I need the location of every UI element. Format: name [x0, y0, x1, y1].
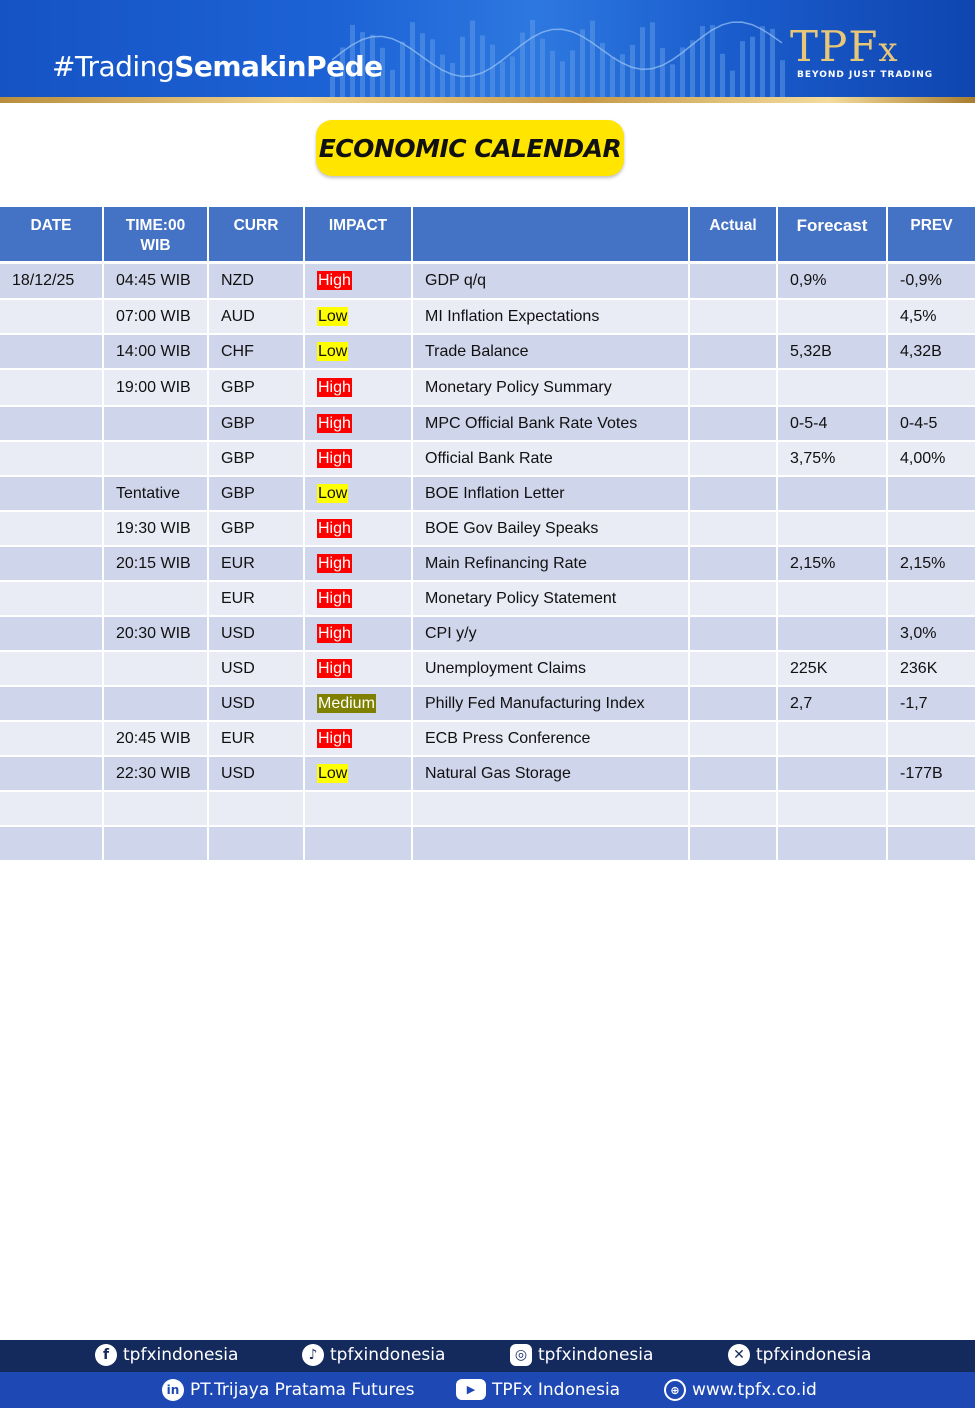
cell-prev	[887, 721, 975, 756]
cell-prev	[887, 581, 975, 616]
logo-tagline: BEYOND JUST TRADING	[797, 70, 934, 80]
cell-time: 20:45 WIB	[103, 721, 208, 756]
cell-curr: GBP	[208, 476, 304, 511]
table-row	[0, 546, 975, 581]
banner-bar	[780, 60, 785, 97]
cell-time	[103, 441, 208, 476]
cell-event: Official Bank Rate	[412, 441, 689, 476]
header-date: DATE	[0, 207, 103, 261]
cell-impact	[304, 369, 412, 406]
table-body	[0, 261, 975, 861]
cell-forecast	[777, 299, 887, 334]
cell-curr: USD	[208, 651, 304, 686]
table-row	[0, 826, 975, 861]
table-row	[0, 721, 975, 756]
cell-date	[0, 721, 103, 756]
youtube-icon: ▶	[456, 1379, 486, 1400]
cell-prev	[887, 369, 975, 406]
banner-chart-decoration	[330, 0, 790, 97]
table-row	[0, 511, 975, 546]
banner-bar	[450, 63, 455, 97]
x-link[interactable]	[728, 1344, 871, 1366]
cell-actual	[689, 406, 777, 441]
table-row	[0, 299, 975, 334]
cell-time	[103, 581, 208, 616]
cell-impact	[304, 264, 412, 299]
cell-date	[0, 476, 103, 511]
cell-forecast	[777, 511, 887, 546]
cell-forecast	[777, 826, 887, 861]
cell-curr	[208, 791, 304, 826]
cell-forecast	[777, 476, 887, 511]
cell-actual	[689, 686, 777, 721]
cell-actual	[689, 476, 777, 511]
facebook-label: tpfxindonesia	[123, 1345, 239, 1365]
header-impact: IMPACT	[304, 207, 412, 261]
cell-impact	[304, 334, 412, 369]
table-row	[0, 651, 975, 686]
cell-prev	[887, 476, 975, 511]
table-row	[0, 791, 975, 826]
cell-prev	[887, 511, 975, 546]
cell-impact	[304, 756, 412, 791]
banner-bar	[620, 54, 625, 97]
impact-badge: High	[318, 659, 351, 677]
cell-actual	[689, 721, 777, 756]
table-row	[0, 406, 975, 441]
impact-badge: High	[318, 519, 351, 537]
cell-event: BOE Gov Bailey Speaks	[412, 511, 689, 546]
banner-bar	[760, 26, 765, 97]
cell-curr: GBP	[208, 441, 304, 476]
cell-prev: 0-4-5	[887, 406, 975, 441]
cell-date	[0, 756, 103, 791]
table-row	[0, 334, 975, 369]
youtube-link[interactable]	[456, 1379, 620, 1400]
logo-x: x	[878, 30, 899, 70]
gold-divider	[0, 97, 975, 103]
cell-prev: 3,0%	[887, 616, 975, 651]
cell-prev: -0,9%	[887, 264, 975, 299]
cell-forecast	[777, 756, 887, 791]
cell-curr: USD	[208, 756, 304, 791]
cell-actual	[689, 546, 777, 581]
cell-prev	[887, 826, 975, 861]
banner-bar	[690, 40, 695, 97]
cell-time: Tentative	[103, 476, 208, 511]
cell-forecast: 5,32B	[777, 334, 887, 369]
cell-forecast	[777, 721, 887, 756]
cell-impact	[304, 651, 412, 686]
cell-event: MPC Official Bank Rate Votes	[412, 406, 689, 441]
header-prev: PREV	[887, 207, 975, 261]
cell-event: Natural Gas Storage	[412, 756, 689, 791]
cell-curr: EUR	[208, 581, 304, 616]
cell-forecast	[777, 791, 887, 826]
header-event	[412, 207, 689, 261]
impact-badge: Low	[318, 484, 348, 502]
header-banner	[0, 0, 975, 97]
instagram-icon: ◎	[510, 1344, 532, 1366]
cell-curr: NZD	[208, 264, 304, 299]
cell-curr: AUD	[208, 299, 304, 334]
impact-badge: High	[318, 729, 351, 747]
x-icon: ✕	[728, 1344, 750, 1366]
banner-bar	[430, 39, 435, 97]
banner-bar	[480, 35, 485, 97]
cell-curr: USD	[208, 686, 304, 721]
website-link[interactable]	[664, 1379, 817, 1401]
banner-bar	[740, 41, 745, 97]
cell-time: 20:30 WIB	[103, 616, 208, 651]
banner-bar	[410, 22, 415, 97]
cell-actual	[689, 441, 777, 476]
banner-bar	[550, 51, 555, 97]
table-header-row	[0, 207, 975, 261]
cell-date	[0, 441, 103, 476]
impact-badge: High	[318, 272, 351, 289]
table-row	[0, 616, 975, 651]
banner-bar	[590, 21, 595, 97]
cell-time	[103, 791, 208, 826]
cell-actual	[689, 511, 777, 546]
cell-date	[0, 581, 103, 616]
banner-bar	[570, 50, 575, 97]
tpfx-logo	[790, 22, 934, 84]
banner-bar	[650, 22, 655, 97]
table-row	[0, 264, 975, 299]
banner-bar	[580, 29, 585, 97]
cell-date	[0, 791, 103, 826]
banner-bar	[680, 47, 685, 97]
cell-prev	[887, 791, 975, 826]
cell-curr: CHF	[208, 334, 304, 369]
cell-forecast: 0-5-4	[777, 406, 887, 441]
cell-time: 04:45 WIB	[103, 264, 208, 299]
cell-time: 19:00 WIB	[103, 369, 208, 406]
cell-impact	[304, 826, 412, 861]
cell-date	[0, 406, 103, 441]
impact-badge: Low	[318, 764, 348, 782]
cell-actual	[689, 791, 777, 826]
banner-bar	[710, 25, 715, 97]
hashtag-bold: SemakinPede	[174, 50, 383, 83]
banner-bar	[530, 20, 535, 97]
table-row	[0, 756, 975, 791]
cell-forecast	[777, 616, 887, 651]
cell-actual	[689, 616, 777, 651]
banner-bar	[670, 64, 675, 97]
cell-forecast	[777, 581, 887, 616]
cell-time	[103, 686, 208, 721]
cell-forecast: 225K	[777, 651, 887, 686]
cell-impact	[304, 791, 412, 826]
cell-curr	[208, 826, 304, 861]
cell-prev: 236K	[887, 651, 975, 686]
x-label: tpfxindonesia	[756, 1345, 872, 1365]
logo-main: TPF	[790, 22, 879, 71]
facebook-link[interactable]	[95, 1344, 238, 1366]
cell-impact	[304, 616, 412, 651]
website-label: www.tpfx.co.id	[692, 1380, 817, 1400]
cell-forecast: 3,75%	[777, 441, 887, 476]
impact-badge: High	[318, 554, 351, 572]
banner-bar	[510, 56, 515, 97]
cell-date	[0, 299, 103, 334]
banner-bar	[750, 37, 755, 97]
youtube-label: TPFx Indonesia	[492, 1379, 621, 1400]
footer-contact-bar	[0, 1372, 975, 1408]
cell-date	[0, 369, 103, 406]
calendar-title-pill	[316, 120, 624, 176]
cell-time	[103, 406, 208, 441]
cell-event: Monetary Policy Summary	[412, 369, 689, 406]
impact-badge: High	[318, 378, 351, 396]
cell-actual	[689, 334, 777, 369]
cell-actual	[689, 756, 777, 791]
cell-date	[0, 546, 103, 581]
banner-bar	[610, 57, 615, 97]
banner-bar	[470, 21, 475, 97]
cell-prev: 4,00%	[887, 441, 975, 476]
banner-bar	[660, 48, 665, 97]
header-time	[103, 207, 208, 261]
footer-social-bar	[0, 1340, 975, 1372]
cell-time: 20:15 WIB	[103, 546, 208, 581]
cell-time: 07:00 WIB	[103, 299, 208, 334]
cell-prev: 4,5%	[887, 299, 975, 334]
cell-event: Monetary Policy Statement	[412, 581, 689, 616]
table-row	[0, 686, 975, 721]
impact-badge: Low	[318, 307, 348, 325]
cell-date	[0, 334, 103, 369]
cell-forecast: 2,7	[777, 686, 887, 721]
cell-time: 22:30 WIB	[103, 756, 208, 791]
cell-time: 19:30 WIB	[103, 511, 208, 546]
banner-bar	[400, 42, 405, 97]
banner-bar	[500, 62, 505, 97]
header-currency: CURR	[208, 207, 304, 261]
cell-curr: EUR	[208, 546, 304, 581]
header-time-line2: WIB	[140, 237, 171, 254]
cell-prev: -177B	[887, 756, 975, 791]
cell-impact	[304, 686, 412, 721]
cell-actual	[689, 651, 777, 686]
cell-event: CPI y/y	[412, 616, 689, 651]
cell-impact	[304, 546, 412, 581]
globe-icon: ⊕	[664, 1379, 686, 1401]
cell-event: Trade Balance	[412, 334, 689, 369]
cell-prev: -1,7	[887, 686, 975, 721]
impact-badge: Low	[318, 342, 348, 360]
banner-bar	[730, 71, 735, 97]
cell-impact	[304, 406, 412, 441]
banner-bar	[490, 45, 495, 97]
hashtag-title	[52, 50, 383, 83]
table-row	[0, 441, 975, 476]
cell-event: Main Refinancing Rate	[412, 546, 689, 581]
header-forecast: Forecast	[777, 207, 887, 261]
cell-event: Philly Fed Manufacturing Index	[412, 686, 689, 721]
banner-bar	[390, 70, 395, 97]
instagram-label: tpfxindonesia	[538, 1345, 654, 1365]
cell-date: 18/12/25	[0, 264, 103, 299]
tiktok-link[interactable]	[302, 1344, 445, 1366]
economic-calendar-table	[0, 207, 975, 862]
banner-bar	[460, 37, 465, 97]
facebook-icon: f	[95, 1344, 117, 1366]
cell-event: ECB Press Conference	[412, 721, 689, 756]
cell-date	[0, 511, 103, 546]
banner-bar	[540, 39, 545, 97]
impact-badge: Medium	[318, 694, 375, 712]
cell-actual	[689, 826, 777, 861]
table-row	[0, 581, 975, 616]
cell-time	[103, 651, 208, 686]
cell-date	[0, 686, 103, 721]
cell-actual	[689, 369, 777, 406]
linkedin-icon: in	[162, 1379, 184, 1401]
linkedin-link[interactable]	[162, 1379, 414, 1401]
cell-impact	[304, 581, 412, 616]
cell-actual	[689, 581, 777, 616]
cell-impact	[304, 441, 412, 476]
banner-bar	[420, 33, 425, 97]
banner-bar	[560, 61, 565, 97]
tiktok-icon: ♪	[302, 1344, 324, 1366]
cell-curr: GBP	[208, 406, 304, 441]
cell-date	[0, 826, 103, 861]
cell-event: BOE Inflation Letter	[412, 476, 689, 511]
impact-badge: High	[318, 624, 351, 642]
cell-time	[103, 826, 208, 861]
cell-curr: USD	[208, 616, 304, 651]
cell-impact	[304, 721, 412, 756]
linkedin-label: PT.Trijaya Pratama Futures	[190, 1380, 415, 1400]
cell-actual	[689, 299, 777, 334]
cell-curr: EUR	[208, 721, 304, 756]
logo-wordmark	[790, 22, 899, 71]
cell-date	[0, 651, 103, 686]
calendar-title: ECONOMIC CALENDAR	[318, 133, 622, 163]
header-time-line1: TIME:00	[125, 217, 186, 234]
cell-event: MI Inflation Expectations	[412, 299, 689, 334]
impact-badge: High	[318, 414, 351, 432]
cell-impact	[304, 476, 412, 511]
cell-date	[0, 616, 103, 651]
cell-event: GDP q/q	[412, 264, 689, 299]
cell-forecast	[777, 369, 887, 406]
header-actual: Actual	[689, 207, 777, 261]
cell-prev: 2,15%	[887, 546, 975, 581]
impact-badge: High	[318, 449, 351, 467]
cell-curr: GBP	[208, 511, 304, 546]
cell-actual	[689, 264, 777, 299]
cell-impact	[304, 299, 412, 334]
impact-badge: High	[318, 589, 351, 607]
instagram-link[interactable]	[510, 1344, 653, 1366]
banner-bar	[440, 55, 445, 97]
table-row	[0, 369, 975, 406]
cell-event	[412, 791, 689, 826]
banner-bar	[640, 27, 645, 97]
cell-forecast: 2,15%	[777, 546, 887, 581]
table-row	[0, 476, 975, 511]
cell-prev: 4,32B	[887, 334, 975, 369]
hashtag-prefix: #Trading	[52, 50, 175, 83]
cell-event	[412, 826, 689, 861]
cell-curr: GBP	[208, 369, 304, 406]
cell-forecast: 0,9%	[777, 264, 887, 299]
tiktok-label: tpfxindonesia	[330, 1345, 446, 1365]
cell-event: Unemployment Claims	[412, 651, 689, 686]
banner-bar	[770, 29, 775, 97]
cell-impact	[304, 511, 412, 546]
banner-bar	[720, 54, 725, 97]
banner-bar	[630, 45, 635, 97]
cell-time: 14:00 WIB	[103, 334, 208, 369]
